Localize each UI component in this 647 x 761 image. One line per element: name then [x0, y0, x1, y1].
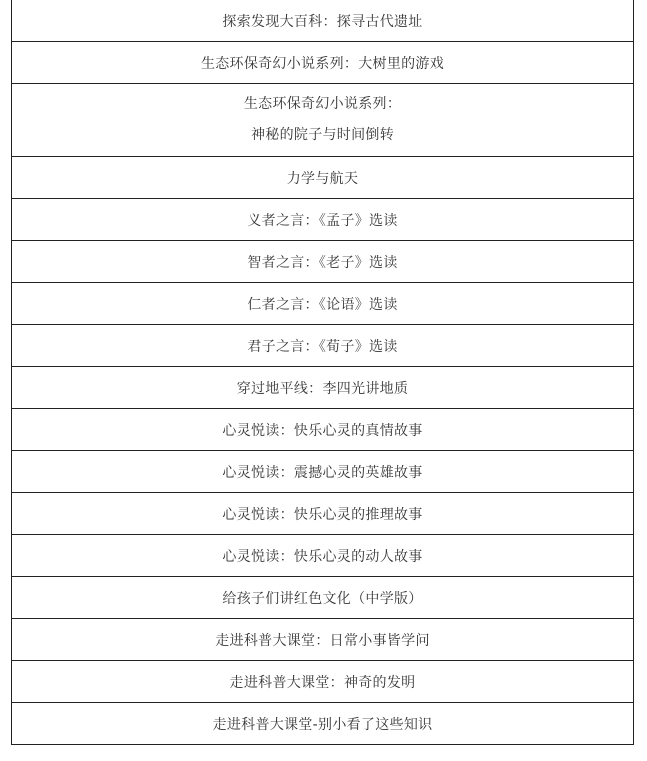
- table-row: [12, 84, 634, 157]
- table-row: [12, 241, 634, 283]
- book-title: 智者之言：《老子》选读: [247, 254, 398, 271]
- book-title-cell: [12, 619, 634, 661]
- table-row: [12, 619, 634, 661]
- book-title-cell: [12, 0, 634, 42]
- table-row: [12, 325, 634, 367]
- book-title: 给孩子们讲红色文化（中学版）: [222, 590, 423, 607]
- table-row: [12, 157, 634, 199]
- table-row: [12, 451, 634, 493]
- book-title-cell: [12, 199, 634, 241]
- book-title: 心灵悦读：快乐心灵的动人故事: [222, 548, 423, 565]
- book-title-cell: [12, 661, 634, 703]
- book-title: 心灵悦读：快乐心灵的真情故事: [222, 422, 423, 439]
- book-title-cell: [12, 241, 634, 283]
- book-title-cell: [12, 325, 634, 367]
- table-row: [12, 199, 634, 241]
- book-title-cell: [12, 157, 634, 199]
- book-title-cell: [12, 577, 634, 619]
- book-title-cell: [12, 409, 634, 451]
- table-row: [12, 661, 634, 703]
- book-title: 探索发现大百科：探寻古代遗址: [222, 13, 423, 30]
- book-list-body: [12, 0, 634, 745]
- book-title: 义者之言：《孟子》选读: [247, 212, 398, 229]
- book-title: 生态环保奇幻小说系列：大树里的游戏: [200, 55, 445, 72]
- book-title: 穿过地平线：李四光讲地质: [236, 380, 409, 397]
- book-title-cell: [12, 451, 634, 493]
- book-title: 仁者之言：《论语》选读: [247, 296, 398, 313]
- table-row: [12, 409, 634, 451]
- book-title: 走进科普大课堂：神奇的发明: [229, 674, 416, 691]
- book-title: 走进科普大课堂：日常小事皆学问: [215, 632, 430, 649]
- book-title: 心灵悦读：震撼心灵的英雄故事: [222, 464, 423, 481]
- book-title-cell: [12, 493, 634, 535]
- table-row: [12, 703, 634, 745]
- book-title: 君子之言：《荀子》选读: [247, 338, 398, 355]
- book-list-table: [11, 0, 634, 745]
- table-row: [12, 577, 634, 619]
- book-title: 走进科普大课堂-别小看了这些知识: [212, 716, 433, 733]
- book-title-cell: [12, 42, 634, 84]
- book-title-line-2: 神秘的院子与时间倒转: [251, 127, 394, 143]
- table-row: [12, 367, 634, 409]
- table-row: [12, 0, 634, 42]
- book-title-cell: [12, 535, 634, 577]
- book-title: 力学与航天: [286, 170, 359, 187]
- table-row: [12, 42, 634, 84]
- book-title: 心灵悦读：快乐心灵的推理故事: [222, 506, 423, 523]
- book-title-line-1: 生态环保奇幻小说系列：: [243, 96, 402, 112]
- table-row: [12, 493, 634, 535]
- book-title-cell: [12, 84, 634, 157]
- book-title-cell: [12, 367, 634, 409]
- table-row: [12, 535, 634, 577]
- table-row: [12, 283, 634, 325]
- book-title-cell: [12, 283, 634, 325]
- book-title-cell: [12, 703, 634, 745]
